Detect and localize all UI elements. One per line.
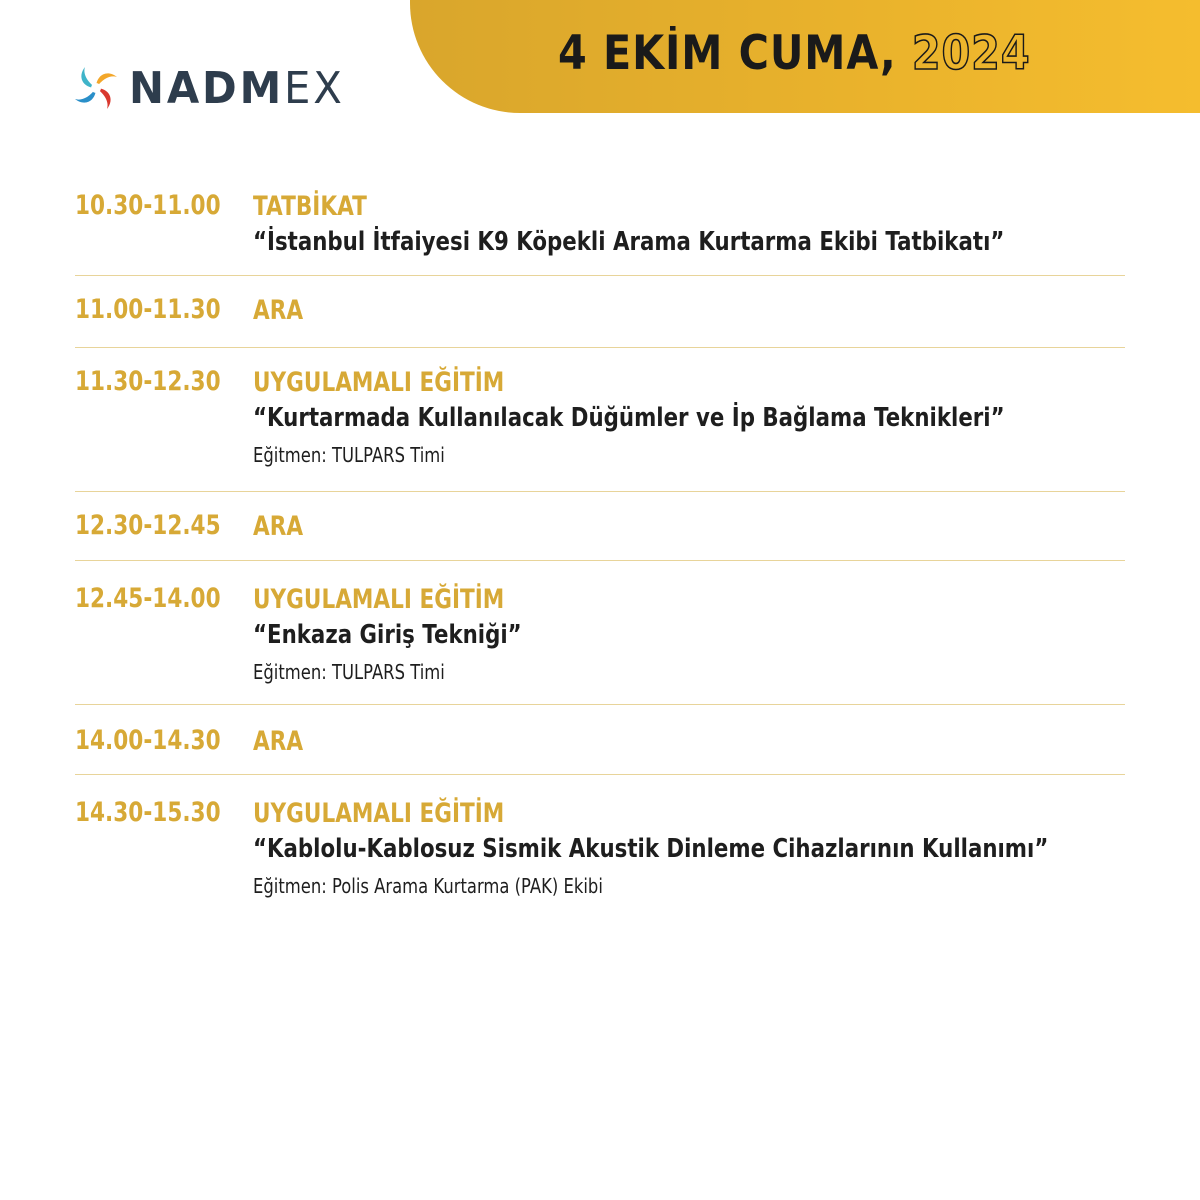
session-trainer: Eğitmen: TULPARS Timi bbox=[253, 660, 445, 684]
session-trainer: Eğitmen: TULPARS Timi bbox=[253, 443, 445, 467]
event-date-day: 4 EKİM CUMA, bbox=[558, 26, 897, 81]
session-type: ARA bbox=[253, 511, 304, 542]
session-type: TATBİKAT bbox=[253, 191, 367, 222]
schedule-row bbox=[75, 492, 1125, 561]
session-type: ARA bbox=[253, 295, 304, 326]
nadmex-wordmark: NADMEX bbox=[129, 62, 345, 114]
schedule-list bbox=[75, 178, 1125, 915]
session-title: “İstanbul İtfaiyesi K9 Köpekli Arama Kurtarma Ekibi Tatbikatı” bbox=[253, 227, 1005, 257]
event-date bbox=[558, 26, 1031, 81]
session-type: UYGULAMALI EĞİTİM bbox=[253, 798, 505, 829]
event-date-year: 2024 bbox=[911, 26, 1031, 81]
schedule-row bbox=[75, 705, 1125, 775]
schedule-row bbox=[75, 178, 1125, 276]
nadmex-logo-icon bbox=[73, 65, 119, 111]
session-content bbox=[253, 583, 581, 686]
schedule-row bbox=[75, 775, 1125, 915]
session-type: UYGULAMALI EĞİTİM bbox=[253, 367, 505, 398]
session-time: 12.30-12.45 bbox=[75, 510, 221, 541]
session-content bbox=[253, 294, 316, 328]
schedule-row bbox=[75, 561, 1125, 705]
session-content bbox=[253, 366, 1170, 469]
session-type: UYGULAMALI EĞİTİM bbox=[253, 584, 505, 615]
session-time: 14.00-14.30 bbox=[75, 725, 221, 756]
session-title: “Enkaza Giriş Tekniği” bbox=[253, 620, 522, 650]
session-time: 11.00-11.30 bbox=[75, 294, 221, 325]
session-time: 10.30-11.00 bbox=[75, 190, 221, 221]
session-title: “Kurtarmada Kullanılacak Düğümler ve İp Bağlama Teknikleri” bbox=[253, 403, 1005, 433]
session-time: 14.30-15.30 bbox=[75, 797, 221, 828]
session-content bbox=[253, 797, 1200, 900]
session-type: ARA bbox=[253, 726, 304, 757]
session-trainer: Eğitmen: Polis Arama Kurtarma (PAK) Ekibi bbox=[253, 874, 603, 898]
schedule-row bbox=[75, 276, 1125, 348]
session-content bbox=[253, 190, 1169, 260]
session-content bbox=[253, 725, 316, 759]
date-banner bbox=[410, 0, 1200, 113]
nadmex-logo bbox=[73, 64, 356, 112]
schedule-row bbox=[75, 348, 1125, 492]
session-time: 12.45-14.00 bbox=[75, 583, 221, 614]
session-time: 11.30-12.30 bbox=[75, 366, 221, 397]
session-title: “Kablolu-Kablosuz Sismik Akustik Dinleme Cihazlarının Kullanımı” bbox=[253, 834, 1049, 864]
session-content bbox=[253, 510, 316, 544]
